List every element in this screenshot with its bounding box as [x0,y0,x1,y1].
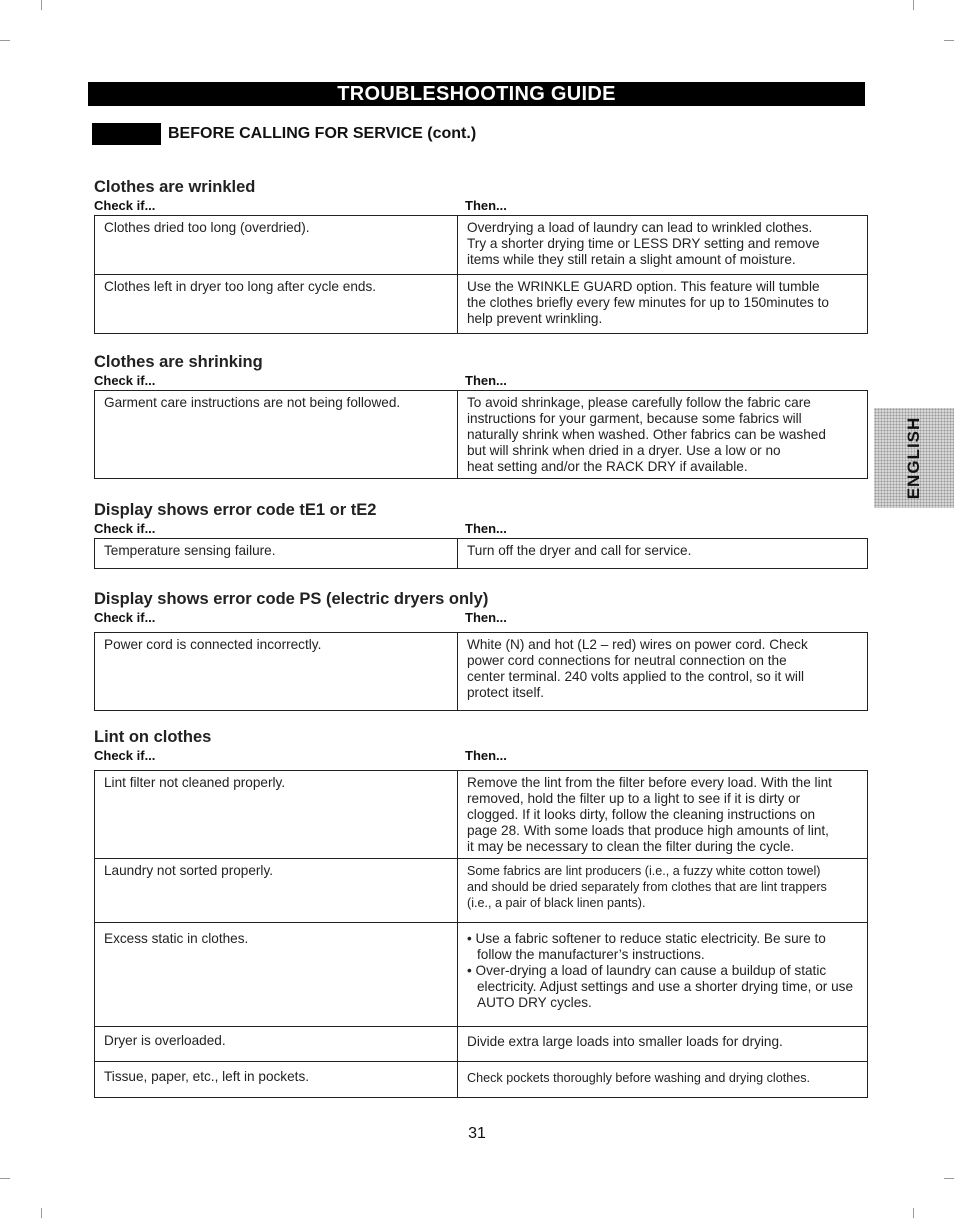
subtitle-marker [92,123,161,145]
table-row [95,275,868,334]
check-header: Check if... [94,748,156,763]
section-title: Display shows error code tE1 or tE2 [94,501,377,519]
table-row [95,1062,868,1098]
then-line: Overdrying a load of laundry can lead to wrinkled clothes. [467,220,813,235]
language-tab [874,408,954,508]
check-cell: Excess static in clothes. [95,923,458,1027]
section-title: Clothes are wrinkled [94,178,256,196]
column-headers [94,520,868,538]
check-header: Check if... [94,198,156,213]
then-cell [458,539,868,569]
section-shrinking [94,352,868,479]
then-line: Remove the lint from the filter before every load. With the lint [467,775,832,790]
troubleshooting-table [94,215,868,334]
table-row [95,859,868,923]
table-row [95,391,868,479]
then-cell [458,859,868,923]
then-line: removed, hold the filter up to a light to see if it is dirty or [467,791,801,806]
troubleshooting-table [94,390,868,479]
section-title: Clothes are shrinking [94,353,263,371]
table-row [95,539,868,569]
then-line: heat setting and/or the RACK DRY if available. [467,459,748,474]
column-headers [94,372,868,390]
check-cell: Clothes dried too long (overdried). [95,216,458,275]
table-row [95,923,868,1027]
page-number: 31 [468,1125,486,1142]
check-header: Check if... [94,610,156,625]
table-row [95,1027,868,1062]
column-headers [94,197,868,215]
then-line: the clothes briefly every few minutes for up to 150minutes to [467,295,829,310]
then-line: Try a shorter drying time or LESS DRY setting and remove [467,236,820,251]
crop-mark [0,1178,10,1179]
troubleshooting-table [94,770,868,1098]
then-cell [458,1062,868,1098]
check-cell: Tissue, paper, etc., left in pockets. [95,1062,458,1098]
column-headers [94,747,868,765]
troubleshooting-table [94,538,868,569]
table-row [95,771,868,859]
then-line: Divide extra large loads into smaller loads for drying. [467,1034,783,1049]
then-header: Then... [465,521,507,536]
then-line: naturally shrink when washed. Other fabrics can be washed [467,427,826,442]
crop-mark [41,0,42,10]
then-header: Then... [465,610,507,625]
language-tab-label: ENGLISH [904,416,923,500]
then-cell [458,633,868,711]
section-error-ps [94,589,868,711]
then-header: Then... [465,198,507,213]
crop-mark [913,1208,914,1218]
then-line: it may be necessary to clean the filter during the cycle. [467,839,795,854]
bullet-item: • Over-drying a load of laundry can cause a buildup of static electricity. Adjust settings and use a shorter drying time, or use AUTO DRY cycles. [467,963,854,1010]
then-line: Some fabrics are lint producers (i.e., a fuzzy white cotton towel) [467,864,821,878]
section-wrinkled [94,177,868,334]
then-line: page 28. With some loads that produce high amounts of lint, [467,823,829,838]
crop-mark [944,40,954,41]
then-line: Check pockets thoroughly before washing and drying clothes. [467,1071,811,1085]
check-cell: Dryer is overloaded. [95,1027,458,1062]
then-cell [458,923,868,1027]
check-cell: Laundry not sorted properly. [95,859,458,923]
section-title: Lint on clothes [94,728,212,746]
check-cell: Power cord is connected incorrectly. [95,633,458,711]
then-line: Use the WRINKLE GUARD option. This feature will tumble [467,279,820,294]
then-line: center terminal. 240 volts applied to the control, so it will [467,669,804,684]
check-cell: Garment care instructions are not being followed. [95,391,458,479]
then-header: Then... [465,748,507,763]
crop-mark [944,1178,954,1179]
then-cell [458,275,868,334]
then-line: items while they still retain a slight amount of moisture. [467,252,796,267]
crop-mark [913,0,914,10]
column-headers [94,609,868,627]
section-lint [94,727,868,1098]
bullet-item: • Use a fabric softener to reduce static electricity. Be sure to follow the manufacturer’s instructions. [467,931,826,962]
then-line: To avoid shrinkage, please carefully follow the fabric care [467,395,811,410]
then-line: but will shrink when dried in a dryer. Use a low or no [467,443,781,458]
then-line: instructions for your garment, because some fabrics will [467,411,802,426]
then-cell [458,216,868,275]
check-cell: Clothes left in dryer too long after cycle ends. [95,275,458,334]
check-cell: Temperature sensing failure. [95,539,458,569]
then-line: (i.e., a pair of black linen pants). [467,896,646,910]
then-cell [458,391,868,479]
check-cell: Lint filter not cleaned properly. [95,771,458,859]
section-subtitle: BEFORE CALLING FOR SERVICE (cont.) [168,125,477,142]
section-error-te [94,500,868,569]
table-row [95,633,868,711]
then-line: White (N) and hot (L2 – red) wires on power cord. Check [467,637,808,652]
check-header: Check if... [94,521,156,536]
then-line: and should be dried separately from clothes that are lint trappers [467,880,827,894]
then-cell [458,1027,868,1062]
then-line: Turn off the dryer and call for service. [467,543,692,558]
then-line: clogged. If it looks dirty, follow the cleaning instructions on [467,807,816,822]
then-line: protect itself. [467,685,545,700]
crop-mark [41,1208,42,1218]
troubleshooting-table [94,632,868,711]
page-title: TROUBLESHOOTING GUIDE [88,82,865,106]
crop-mark [0,40,10,41]
then-line: help prevent wrinkling. [467,311,603,326]
table-row [95,216,868,275]
section-title: Display shows error code PS (electric dryers only) [94,590,489,608]
then-cell [458,771,868,859]
check-header: Check if... [94,373,156,388]
then-line: power cord connections for neutral connection on the [467,653,787,668]
then-header: Then... [465,373,507,388]
